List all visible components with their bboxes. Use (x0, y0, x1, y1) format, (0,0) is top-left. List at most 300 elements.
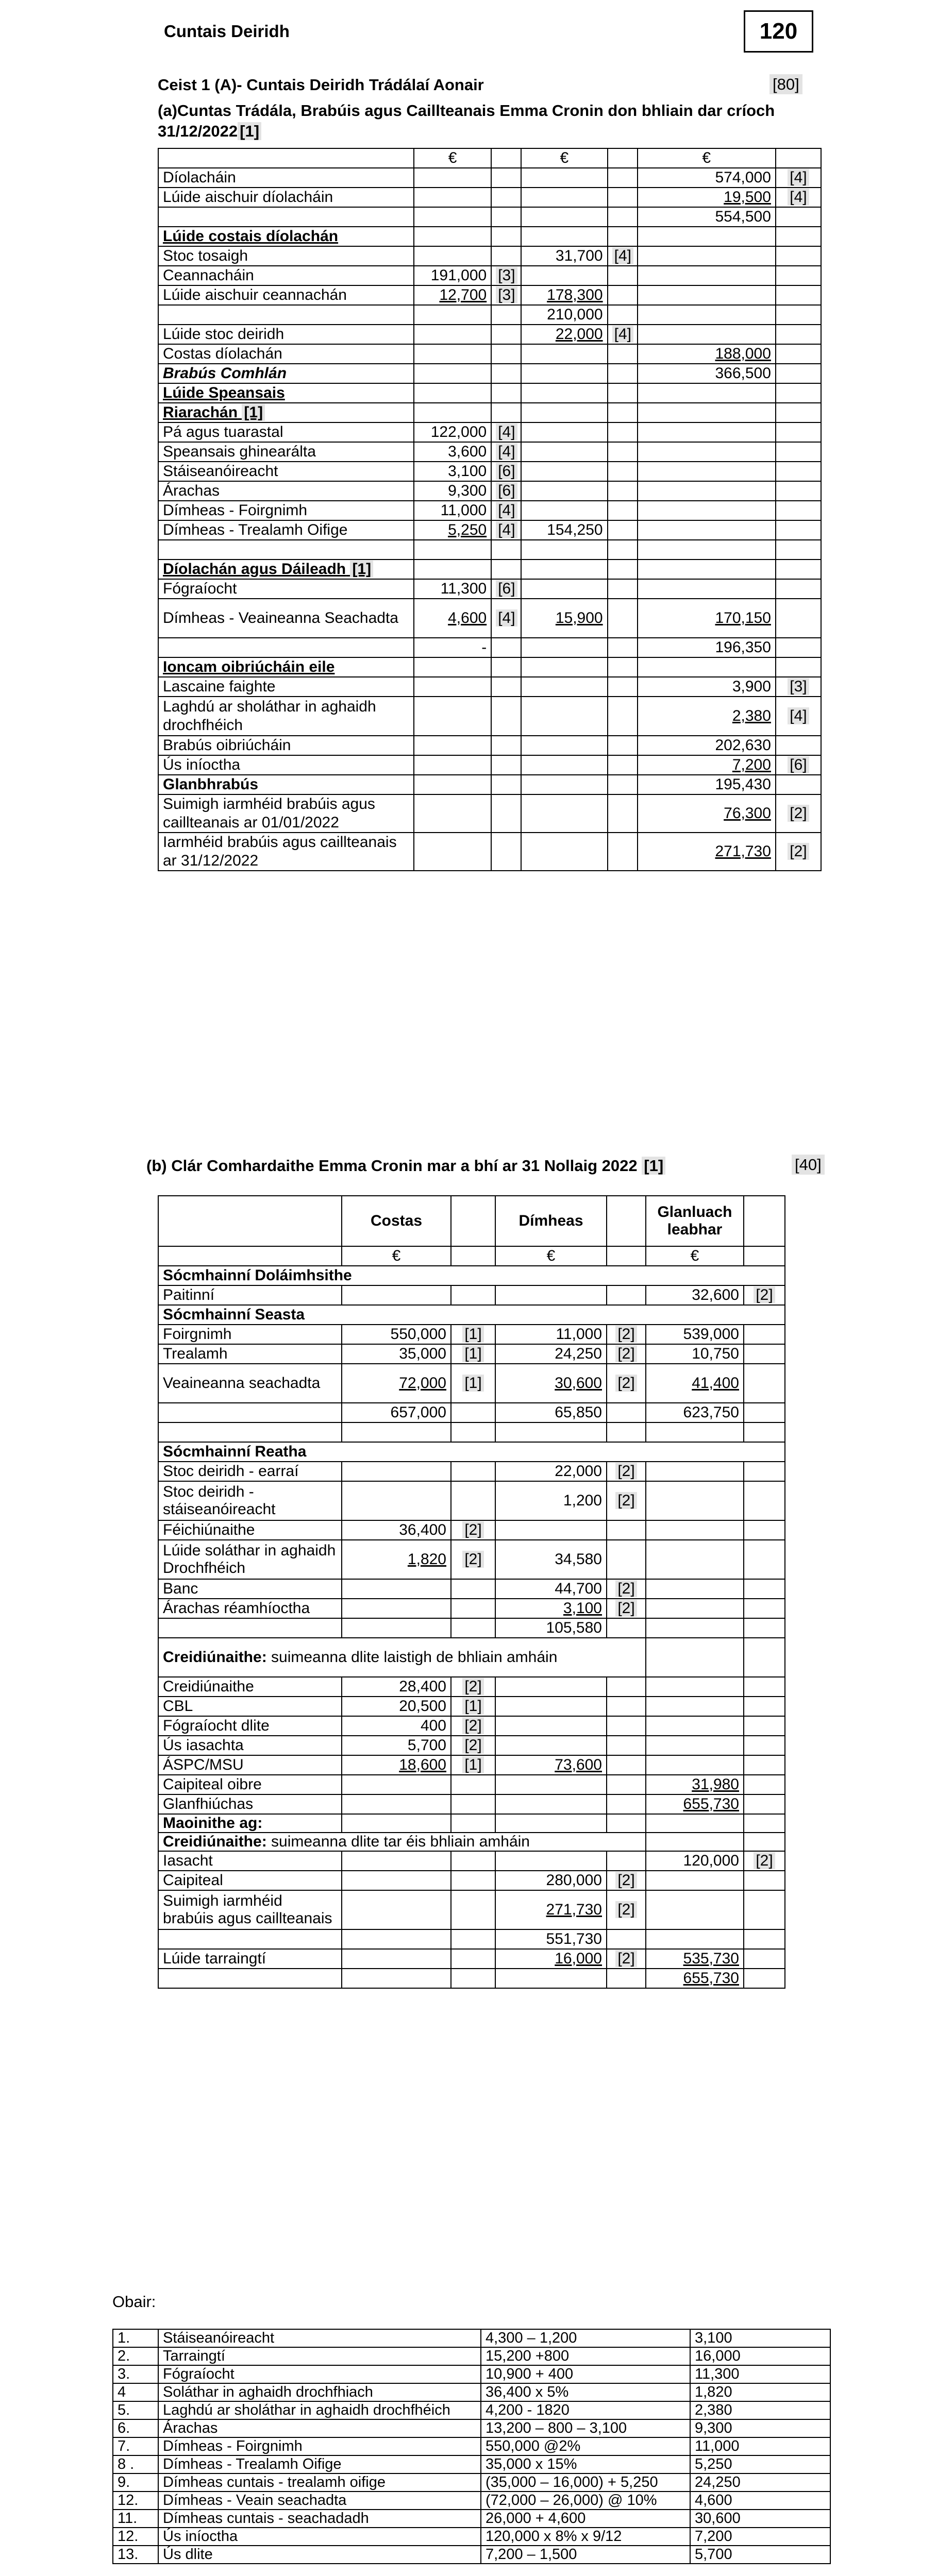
row-label: Ioncam oibriúcháin eile (158, 657, 414, 677)
mark-cell (491, 775, 521, 794)
row-label: Banc (158, 1579, 342, 1599)
table-row (158, 403, 821, 422)
mark-cell (608, 520, 638, 540)
table-row (158, 1890, 785, 1929)
amount-cell (414, 775, 491, 794)
row-label: Stoc tosaigh (158, 246, 414, 266)
mark-cell: [6] (491, 579, 521, 599)
row-label: ÁSPC/MSU (158, 1755, 342, 1775)
mark-cell (744, 1422, 785, 1442)
table-row (158, 1871, 785, 1890)
table-row (158, 246, 821, 266)
amount-cell (646, 1814, 744, 1833)
table-row (158, 462, 821, 481)
mark-cell (744, 1403, 785, 1422)
mark-cell: [4] (491, 442, 521, 462)
amount-cell: 105,580 (495, 1618, 607, 1638)
amount-cell (342, 1285, 451, 1305)
amount-cell (342, 1599, 451, 1618)
mark-cell (607, 1929, 646, 1949)
amount-cell (414, 560, 491, 579)
mark-cell (776, 207, 821, 227)
row-label: Iasacht (158, 1851, 342, 1871)
amount-cell: 535,730 (646, 1949, 744, 1969)
mark-cell: [2] (744, 1851, 785, 1871)
workings-calc: 7,200 – 1,500 (481, 2546, 690, 2564)
table-row (158, 422, 821, 442)
amount-cell: 1,200 (495, 1481, 607, 1520)
workings-calc: (35,000 – 16,000) + 5,250 (481, 2473, 690, 2492)
mark-cell (607, 1285, 646, 1305)
table-row (158, 1481, 785, 1520)
amount-cell (646, 1579, 744, 1599)
amount-cell (521, 364, 607, 383)
amount-cell (646, 1833, 744, 1851)
amount-cell (646, 1618, 744, 1638)
mark-cell (744, 1618, 785, 1638)
amount-cell (521, 638, 607, 657)
amount-cell (342, 1969, 451, 1988)
amount-cell (521, 697, 607, 736)
table-row (158, 540, 821, 560)
workings-item: Ús dlite (158, 2546, 481, 2564)
amount-cell (414, 403, 491, 422)
mark-cell: [2] (607, 1344, 646, 1364)
workings-result: 4,600 (690, 2492, 830, 2510)
mark-cell (608, 560, 638, 579)
amount-cell (342, 1929, 451, 1949)
mark-cell (491, 325, 521, 344)
workings-item: Laghdú ar sholáthar in aghaidh drochfhéich (158, 2401, 481, 2419)
row-number: 12. (113, 2492, 158, 2510)
amount-cell (638, 266, 776, 285)
amount-cell: 3,600 (414, 442, 491, 462)
amount-cell (646, 1755, 744, 1775)
mark-cell: [2] (607, 1462, 646, 1481)
workings-result: 1,820 (690, 2383, 830, 2401)
section-heading: Creidiúnaithe: suimeanna dlite tar éis bhliain amháin (158, 1833, 646, 1851)
mark-cell (744, 1325, 785, 1344)
mark-cell (744, 1481, 785, 1520)
table-row (158, 1929, 785, 1949)
amount-cell (342, 1814, 451, 1833)
row-label: Lúide aischuir díolacháin (158, 188, 414, 207)
table-row (158, 481, 821, 501)
mark-cell (608, 188, 638, 207)
amount-cell (646, 1520, 744, 1540)
table-row (158, 1442, 785, 1462)
row-label (158, 540, 414, 560)
row-label: Lascaine faighte (158, 677, 414, 697)
mark-cell (776, 325, 821, 344)
mark-cell (776, 540, 821, 560)
mark-cell (607, 1851, 646, 1871)
row-label: Iarmhéid brabúis agus caillteanais ar 31/12/2022 (158, 833, 414, 871)
amount-cell: 15,900 (521, 599, 607, 638)
mark-cell: [4] (776, 168, 821, 188)
mark-cell (744, 1344, 785, 1364)
mark-cell (607, 1697, 646, 1716)
amount-cell (414, 677, 491, 697)
balance-sheet-header-row: Costas Dímheas Glanluach leabhar (158, 1196, 785, 1246)
row-number: 8 . (113, 2455, 158, 2473)
mark-cell (451, 1929, 495, 1949)
row-label: Ús iasachta (158, 1736, 342, 1755)
mark-cell (744, 1462, 785, 1481)
mark-cell (744, 1677, 785, 1697)
amount-cell: 539,000 (646, 1325, 744, 1344)
amount-cell (414, 364, 491, 383)
amount-cell: 22,000 (521, 325, 607, 344)
amount-cell (521, 383, 607, 403)
workings-row (113, 2383, 830, 2401)
mark-cell: [1] (451, 1697, 495, 1716)
amount-cell (495, 1677, 607, 1697)
mark-cell: [4] (491, 501, 521, 520)
mark-cell (451, 1579, 495, 1599)
amount-cell: 120,000 (646, 1851, 744, 1871)
amount-cell: 20,500 (342, 1697, 451, 1716)
mark-cell (744, 1890, 785, 1929)
mark-cell (744, 1364, 785, 1403)
mark-cell (451, 1462, 495, 1481)
workings-result: 2,380 (690, 2401, 830, 2419)
amount-cell (414, 227, 491, 246)
workings-item: Árachas (158, 2419, 481, 2437)
workings-calc: 550,000 @2% (481, 2437, 690, 2455)
mark-cell (776, 422, 821, 442)
amount-cell (638, 422, 776, 442)
amount-cell: 18,600 (342, 1755, 451, 1775)
table-row (158, 1364, 785, 1403)
amount-cell (414, 755, 491, 775)
mark-cell (607, 1540, 646, 1579)
mark-cell (607, 1422, 646, 1442)
mark-cell (608, 403, 638, 422)
amount-cell (646, 1716, 744, 1736)
amount-cell (521, 833, 607, 871)
amount-cell: 11,300 (414, 579, 491, 599)
table-row (158, 1579, 785, 1599)
amount-cell: 31,980 (646, 1775, 744, 1794)
workings-calc: 120,000 x 8% x 9/12 (481, 2528, 690, 2546)
amount-cell: 44,700 (495, 1579, 607, 1599)
mark-cell (608, 657, 638, 677)
mark-cell (607, 1618, 646, 1638)
mark-cell (744, 1969, 785, 1988)
mark-cell (744, 1755, 785, 1775)
table-row (158, 364, 821, 383)
mark-cell (608, 422, 638, 442)
table-row (158, 1736, 785, 1755)
amount-cell (414, 657, 491, 677)
amount-cell (342, 1949, 451, 1969)
amount-cell (638, 520, 776, 540)
amount-cell: 170,150 (638, 599, 776, 638)
mark-cell (608, 638, 638, 657)
amount-cell: 655,730 (646, 1969, 744, 1988)
mark-cell: [6] (491, 462, 521, 481)
amount-cell (414, 325, 491, 344)
row-label: Riarachán [1] (158, 403, 414, 422)
amount-cell (744, 1638, 785, 1677)
amount-cell: 191,000 (414, 266, 491, 285)
row-label (158, 207, 414, 227)
amount-cell (638, 285, 776, 305)
mark-cell (744, 1794, 785, 1814)
mark-cell (491, 403, 521, 422)
amount-cell (646, 1540, 744, 1579)
amount-cell: 122,000 (414, 422, 491, 442)
workings-result: 9,300 (690, 2419, 830, 2437)
amount-cell: 366,500 (638, 364, 776, 383)
mark-cell (491, 188, 521, 207)
row-label: Veaineanna seachadta (158, 1364, 342, 1403)
amount-cell (342, 1794, 451, 1814)
workings-item: Tarraingtí (158, 2347, 481, 2365)
amount-cell (521, 188, 607, 207)
workings-calc: 13,200 – 800 – 3,100 (481, 2419, 690, 2437)
mark-cell (608, 697, 638, 736)
row-label: Dímheas - Trealamh Oifige (158, 520, 414, 540)
mark-cell (608, 227, 638, 246)
mark-cell (744, 1775, 785, 1794)
amount-cell (521, 755, 607, 775)
row-label (158, 1618, 342, 1638)
row-label: Creidiúnaithe (158, 1677, 342, 1697)
table-row (158, 1344, 785, 1364)
amount-cell (638, 227, 776, 246)
mark-cell (776, 383, 821, 403)
amount-cell (414, 697, 491, 736)
row-label: Brabús oibriúcháin (158, 736, 414, 755)
table-row (158, 1969, 785, 1988)
row-number: 2. (113, 2347, 158, 2365)
mark-cell (491, 305, 521, 325)
mark-cell: [6] (491, 481, 521, 501)
amount-cell: 76,300 (638, 794, 776, 833)
mark-cell: [3] (491, 285, 521, 305)
row-number: 1. (113, 2329, 158, 2347)
mark-cell (744, 1949, 785, 1969)
workings-item: Dímheas - Foirgnimh (158, 2437, 481, 2455)
amount-cell (638, 501, 776, 520)
workings-title: Obair: (112, 2293, 156, 2311)
amount-cell: 11,000 (495, 1325, 607, 1344)
amount-cell (638, 481, 776, 501)
mark-cell (608, 599, 638, 638)
amount-cell (414, 168, 491, 188)
workings-item: Ús iníoctha (158, 2528, 481, 2546)
workings-row (113, 2365, 830, 2383)
mark-cell: [4] (491, 422, 521, 442)
mark-cell (451, 1481, 495, 1520)
workings-item: Dímheas - Trealamh Oifige (158, 2455, 481, 2473)
amount-cell (342, 1462, 451, 1481)
part-b-title: (b) Clár Comhardaithe Emma Cronin mar a bhí ar 31 Nollaig 2022 [1] (146, 1157, 665, 1175)
amount-cell: 154,250 (521, 520, 607, 540)
mark-cell (776, 657, 821, 677)
mark-cell (744, 1929, 785, 1949)
amount-cell: 550,000 (342, 1325, 451, 1344)
mark-cell: [2] (607, 1871, 646, 1890)
table-row (158, 775, 821, 794)
amount-cell (414, 540, 491, 560)
table-row (158, 1520, 785, 1540)
amount-cell (521, 677, 607, 697)
row-number: 7. (113, 2437, 158, 2455)
mark-cell (607, 1775, 646, 1794)
row-label: Trealamh (158, 1344, 342, 1364)
mark-cell (744, 1599, 785, 1618)
balance-sheet-table (158, 1195, 785, 1989)
amount-cell (521, 540, 607, 560)
table-row (158, 1814, 785, 1833)
mark-cell (776, 579, 821, 599)
workings-item: Dímheas cuntais - trealamh oifige (158, 2473, 481, 2492)
workings-result: 24,250 (690, 2473, 830, 2492)
amount-cell (638, 305, 776, 325)
mark-cell (744, 1540, 785, 1579)
amount-cell (646, 1481, 744, 1520)
row-label: Lúide soláthar in aghaidh Drochfhéich (158, 1540, 342, 1579)
workings-item: Soláthar in aghaidh drochfhiach (158, 2383, 481, 2401)
row-number: 5. (113, 2401, 158, 2419)
amount-cell: 12,700 (414, 285, 491, 305)
amount-cell: 188,000 (638, 344, 776, 364)
part-b-title-mark: [1] (642, 1157, 665, 1175)
amount-cell: 623,750 (646, 1403, 744, 1422)
row-label: Suimigh iarmhéid brabúis agus caillteanais (158, 1890, 342, 1929)
amount-cell: 65,850 (495, 1403, 607, 1422)
amount-cell: 7,200 (638, 755, 776, 775)
amount-cell (638, 579, 776, 599)
table-row (158, 383, 821, 403)
workings-calc: 26,000 + 4,600 (481, 2510, 690, 2528)
mark-cell (776, 736, 821, 755)
table-row (158, 1422, 785, 1442)
amount-cell (495, 1814, 607, 1833)
table-row (158, 1599, 785, 1618)
workings-result: 16,000 (690, 2347, 830, 2365)
mark-cell (776, 599, 821, 638)
table-row (158, 1677, 785, 1697)
currency-header-row: € € € (158, 148, 821, 168)
question-marks: [80] (769, 75, 802, 94)
mark-cell (608, 540, 638, 560)
mark-cell (776, 344, 821, 364)
amount-cell (495, 1697, 607, 1716)
workings-row (113, 2473, 830, 2492)
mark-cell (776, 520, 821, 540)
row-number: 6. (113, 2419, 158, 2437)
workings-item: Dímheas cuntais - seachadadh (158, 2510, 481, 2528)
table-row (158, 501, 821, 520)
mark-cell: [2] (607, 1599, 646, 1618)
row-label: Caipiteal oibre (158, 1775, 342, 1794)
mark-cell (608, 168, 638, 188)
part-a-title-mark: [1] (238, 122, 261, 140)
table-row (158, 794, 821, 833)
workings-row (113, 2419, 830, 2437)
amount-cell: 34,580 (495, 1540, 607, 1579)
mark-cell (776, 501, 821, 520)
amount-cell (342, 1481, 451, 1520)
row-label: Díolachán agus Dáileadh [1] (158, 560, 414, 579)
table-row (158, 638, 821, 657)
workings-calc: 35,000 x 15% (481, 2455, 690, 2473)
mark-cell: [6] (776, 755, 821, 775)
mark-cell (491, 227, 521, 246)
amount-cell (414, 246, 491, 266)
row-number: 3. (113, 2365, 158, 2383)
table-row (158, 1462, 785, 1481)
workings-item: Fógraíocht (158, 2365, 481, 2383)
table-row (158, 1305, 785, 1325)
mark-cell: [2] (607, 1481, 646, 1520)
amount-cell (646, 1697, 744, 1716)
workings-row (113, 2546, 830, 2564)
amount-cell: 2,380 (638, 697, 776, 736)
workings-row (113, 2455, 830, 2473)
mark-cell (491, 246, 521, 266)
mark-cell (744, 1579, 785, 1599)
row-label: Pá agus tuarastal (158, 422, 414, 442)
amount-cell: 36,400 (342, 1520, 451, 1540)
mark-cell (608, 755, 638, 775)
mark-cell (776, 266, 821, 285)
amount-cell (638, 462, 776, 481)
mark-cell (491, 344, 521, 364)
mark-cell: [2] (744, 1285, 785, 1305)
amount-cell: 4,600 (414, 599, 491, 638)
mark-cell: [2] (776, 794, 821, 833)
part-a-title: (a)Cuntas Trádála, Brabúis agus Caillteanais Emma Cronin don bhliain dar críoch 31/12/2022 [1] (158, 101, 775, 140)
row-label: Suimigh iarmhéid brabúis agus caillteanais ar 01/01/2022 (158, 794, 414, 833)
row-label: Caipiteal (158, 1871, 342, 1890)
amount-cell (342, 1871, 451, 1890)
mark-cell (608, 383, 638, 403)
amount-cell: 24,250 (495, 1344, 607, 1364)
amount-cell: 210,000 (521, 305, 607, 325)
amount-cell: 551,730 (495, 1929, 607, 1949)
question-title: Ceist 1 (A)- Cuntais Deiridh Trádálaí Aonair (158, 76, 484, 94)
mark-cell: [2] (607, 1579, 646, 1599)
amount-cell: 271,730 (495, 1890, 607, 1929)
row-number: 4 (113, 2383, 158, 2401)
mark-cell (776, 481, 821, 501)
amount-cell (495, 1716, 607, 1736)
mark-cell (491, 697, 521, 736)
workings-calc: 4,200 - 1820 (481, 2401, 690, 2419)
amount-cell (495, 1285, 607, 1305)
mark-cell (608, 364, 638, 383)
row-label: Glanfhiúchas (158, 1794, 342, 1814)
amount-cell (646, 1677, 744, 1697)
amount-cell (495, 1736, 607, 1755)
workings-calc: 10,900 + 400 (481, 2365, 690, 2383)
mark-cell (608, 794, 638, 833)
amount-cell: - (414, 638, 491, 657)
amount-cell (342, 1851, 451, 1871)
amount-cell (521, 422, 607, 442)
amount-cell (342, 1890, 451, 1929)
table-row (158, 657, 821, 677)
row-number: 13. (113, 2546, 158, 2564)
table-row (158, 833, 821, 871)
amount-cell (646, 1422, 744, 1442)
amount-cell (414, 305, 491, 325)
